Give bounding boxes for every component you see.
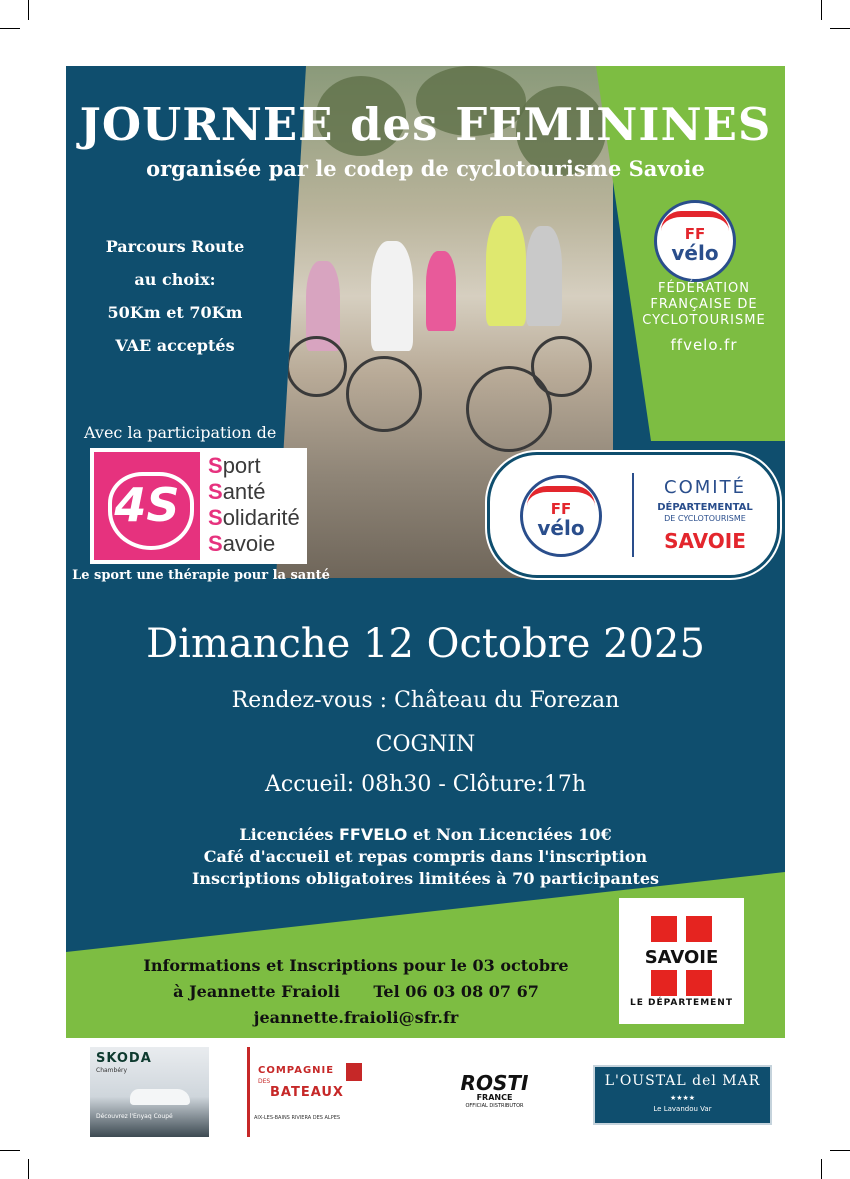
ffvelo-logo-ff: FF (684, 225, 706, 243)
savoie-sub: LE DÉPARTEMENT (630, 998, 733, 1008)
crop-mark (830, 28, 850, 29)
parcours-info (80, 230, 270, 362)
bateaux-line: COMPAGNIE (258, 1065, 335, 1076)
contact-phone: à Jeannette Fraioli Tel 06 03 08 07 67 (173, 982, 539, 1001)
comite-line: DÉPARTEMENTAL (657, 502, 753, 513)
car-icon (130, 1089, 190, 1105)
savoie-word: SAVOIE (644, 947, 719, 968)
crop-mark (830, 1150, 850, 1151)
comite-line: DE CYCLOTOURISME (664, 514, 746, 523)
comite-velo: vélo (537, 516, 585, 540)
skoda-city: Chambéry (96, 1067, 128, 1074)
comite-divider (632, 473, 634, 557)
crop-mark (0, 28, 20, 29)
contact-info (106, 953, 606, 1031)
comite-line: SAVOIE (664, 529, 746, 553)
comite-logo (487, 452, 780, 578)
federation-line: CYCLOTOURISME (642, 313, 766, 328)
event-date: Dimanche 12 Octobre 2025 (146, 621, 705, 667)
rosti-sub: OFFICIAL DISTRIBUTOR (465, 1103, 524, 1109)
heart-icon (94, 452, 200, 560)
comite-line: COMITÉ (664, 477, 746, 498)
crop-mark (821, 1159, 822, 1179)
parcours-line: au choix: (134, 270, 216, 289)
crop-mark (821, 0, 822, 20)
contact-line: Informations et Inscriptions pour le 03 octobre (143, 956, 569, 975)
federation-text (614, 281, 785, 329)
ffvelo-url: ffvelo.fr (670, 336, 738, 354)
federation-line: FRANÇAISE DE (650, 297, 758, 312)
parcours-line: 50Km et 70Km (107, 303, 243, 322)
pricing-line: Inscriptions obligatoires limitées à 70 participantes (191, 869, 660, 888)
oustal-stars: ★★★★ (669, 1094, 696, 1102)
page-title: JOURNEE des FEMININES (79, 98, 772, 151)
comite-ff: FF (550, 500, 572, 518)
sponsor-oustal-del-mar (593, 1065, 772, 1125)
page-subtitle: organisée par le codep de cyclotourisme Savoie (146, 156, 705, 181)
contact-email[interactable]: jeannette.fraioli@sfr.fr (253, 1008, 459, 1027)
crop-mark (28, 1159, 29, 1179)
sponsor-rosti (442, 1047, 547, 1137)
crop-mark (0, 1150, 20, 1151)
pricing-info (66, 824, 785, 890)
sport-sante-logo (90, 448, 307, 564)
savoie-flag-icon (346, 1063, 362, 1081)
pricing-line: Licenciées FFVELO et Non Licenciées 10€ (239, 825, 612, 844)
ss-word-sport: Sport (208, 453, 261, 478)
ffvelo-logo-velo: vélo (671, 241, 719, 265)
savoie-departement-logo (619, 898, 744, 1024)
event-location: Rendez-vous : Château du Forezan (231, 688, 620, 713)
parcours-line: Parcours Route (105, 237, 245, 256)
pricing-line: Café d'accueil et repas compris dans l'inscription (203, 847, 648, 866)
event-city: COGNIN (375, 732, 476, 757)
bateaux-sub: AIX-LES-BAINS RIVIERA DES ALPES (254, 1115, 341, 1121)
ffvelo-logo (654, 200, 736, 282)
parcours-line: VAE acceptés (115, 336, 235, 355)
oustal-place: Le Lavandou Var (653, 1105, 712, 1113)
ss-word-sante: Santé (208, 479, 266, 504)
ss-word-solidarite: Solidarité (208, 505, 300, 530)
comite-ffvelo-icon (520, 475, 602, 557)
bateaux-line: DES (258, 1078, 271, 1085)
bateaux-line: BATEAUX (270, 1085, 344, 1100)
oustal-name: L'OUSTAL del MAR (604, 1073, 761, 1089)
sponsor-skoda (90, 1047, 209, 1137)
event-hours: Accueil: 08h30 - Clôture:17h (264, 772, 586, 797)
crop-mark (28, 0, 29, 20)
participation-intro: Avec la participation de (84, 423, 277, 442)
rosti-country: FRANCE (476, 1093, 513, 1102)
sport-tagline: Le sport une thérapie pour la santé (72, 568, 330, 583)
rosti-brand: ROSTI (460, 1071, 529, 1095)
sponsor-compagnie-bateaux (247, 1047, 380, 1137)
federation-line: FÉDÉRATION (657, 281, 751, 296)
ss-word-savoie: Savoie (208, 531, 276, 556)
skoda-tagline: Découvrez l'Enyaq Coupé (96, 1113, 173, 1120)
poster (66, 66, 785, 1038)
logo-4s-mark: 4S (114, 478, 180, 532)
skoda-brand: SKODA (96, 1051, 152, 1066)
